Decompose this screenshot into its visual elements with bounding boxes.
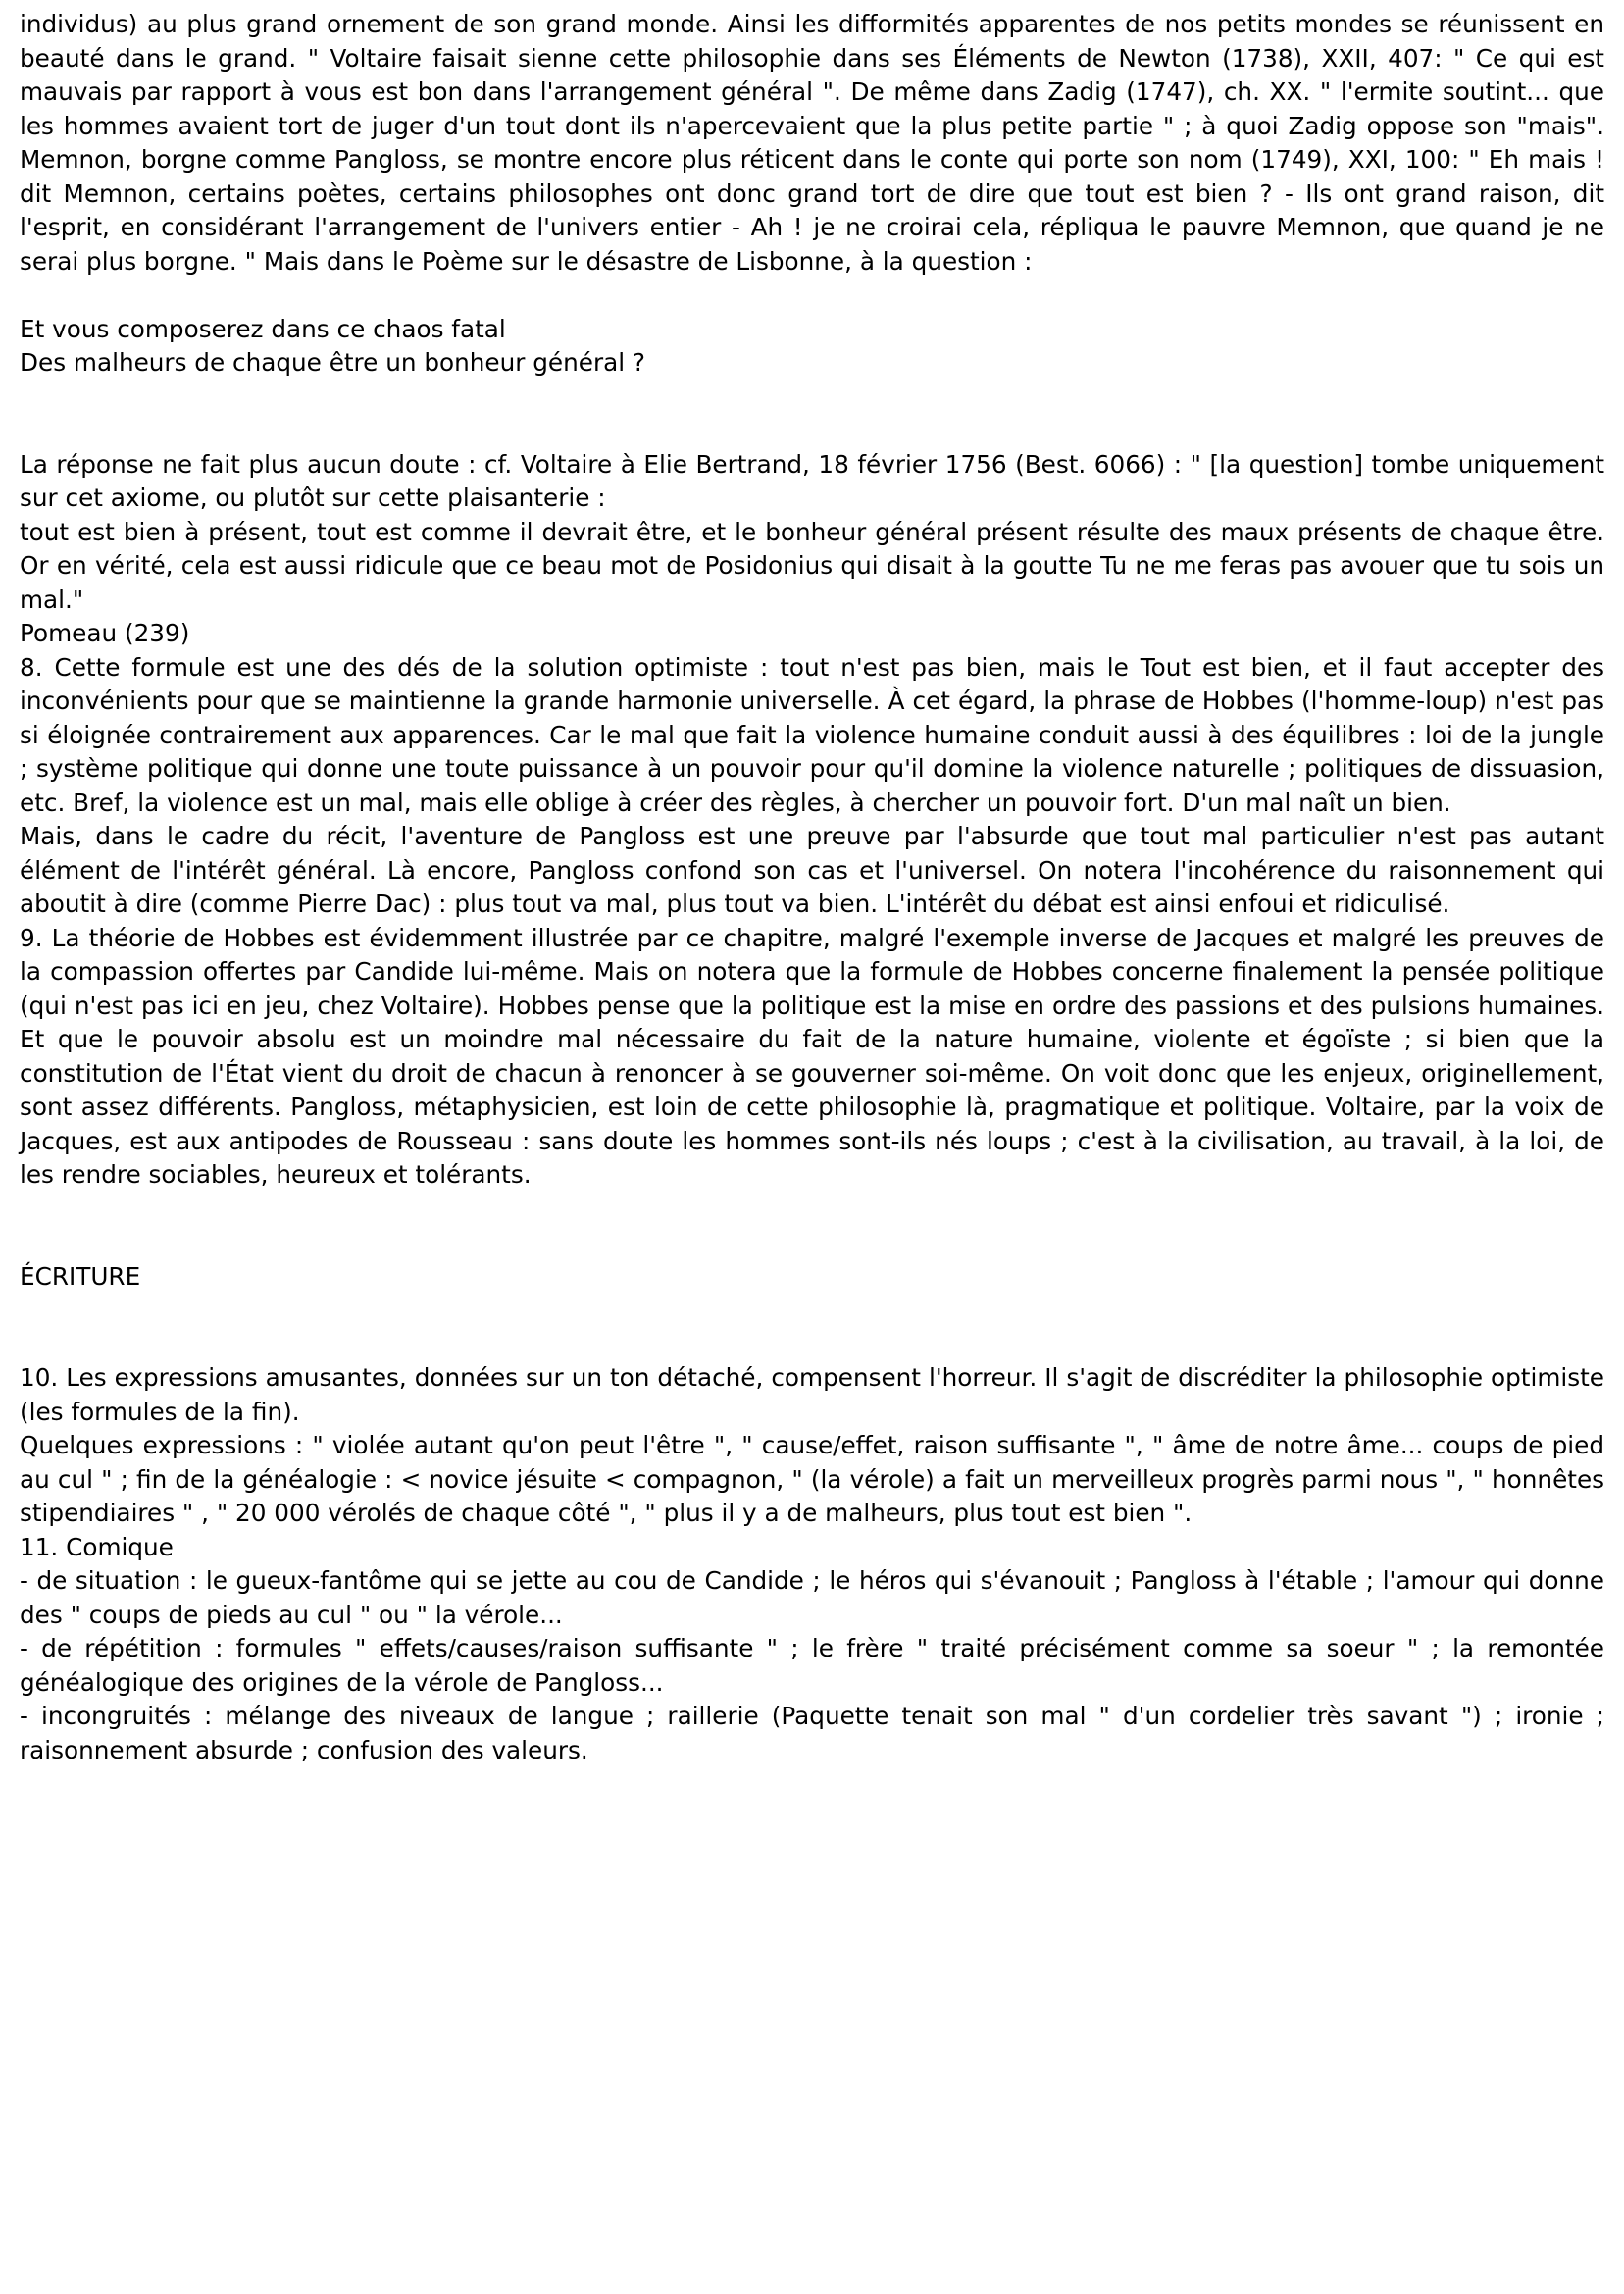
paragraph-quelques-expressions: Quelques expressions : " violée autant qu'on peut l'être ", " cause/effet, raison suffisante ", " âme de notre âme... coups de pied au cul " ; fin de la généalogie : < novice jésuite < compagnon, " (la vérole) a fait un merveilleux progrès parmi nous ", " honnêtes stipendiaires " , " 20 000 vérolés de chaque côté ", " plus il y a de malheurs, plus tout est bien ".: [20, 1431, 1604, 1527]
blank-line: [20, 1193, 1604, 1260]
paragraph-tout-est-bien: tout est bien à présent, tout est comme il devrait être, et le bonheur général présent résulte des maux présents de chaque être. Or en vérité, cela est aussi ridicule que ce beau mot de Posidonius qui disait à la goutte Tu ne me feras pas avouer que tu sois un mal.": [20, 517, 1604, 614]
citation-pomeau: Pomeau (239): [20, 619, 190, 647]
paragraph-reponse-bertrand: La réponse ne fait plus aucun doute : cf. Voltaire à Elie Bertrand, 18 février 1756 (Best. 6066) : " [la question] tombe uniquement sur cet axiome, ou plutôt sur cette plaisanterie :: [20, 449, 1604, 512]
paragraph-aventure-pangloss: Mais, dans le cadre du récit, l'aventure de Pangloss est une preuve par l'absurde que tout mal particulier n'est pas autant élément de l'intérêt général. Là encore, Pangloss confond son cas et l'universel. On notera l'incohérence du raisonnement qui aboutit à dire (comme Pierre Dac) : plus tout va mal, plus tout va bien. L'intérêt du débat est ainsi enfoui et ridiculisé.: [20, 822, 1604, 918]
paragraph-newton-zadig-memnon: individus) au plus grand ornement de son grand monde. Ainsi les difformités apparentes de nos petits mondes se réunissent en beauté dans le grand. " Voltaire faisait sienne cette philosophie dans ses Éléments de Newton (1738), XXII, 407: " Ce qui est mauvais par rapport à vous est bon dans l'arrangement général ". De même dans Zadig (1747), ch. XX. " l'ermite soutint... que les hommes avaient tort de juger d'un tout dont ils n'apercevaient que la plus petite partie " ; à quoi Zadig oppose son "mais". Memnon, borgne comme Pangloss, se montre encore plus réticent dans le conte qui porte son nom (1749), XXI, 100: " Eh mais ! dit Memnon, certains poètes, certains philosophes ont donc grand tort de dire que tout est bien ? - Ils ont grand raison, dit l'esprit, en considérant l'arrangement de l'univers entier - Ah ! je ne croirai cela, répliqua le pauvre Memnon, que quand je ne serai plus borgne. " Mais dans le Poème sur le désastre de Lisbonne, à la question :: [20, 10, 1604, 276]
paragraph-11-comique: 11. Comique: [20, 1532, 174, 1561]
blank-line: [20, 381, 1604, 448]
paragraph-8-solution-optimiste: 8. Cette formule est une des dés de la solution optimiste : tout n'est pas bien, mais le Tout est bien, et il faut accepter des inconvénients pour que se maintienne la grande harmonie universelle. À cet égard, la phrase de Hobbes (l'homme-loup) n'est pas si éloignée contrairement aux apparences. Car le mal que fait la violence humaine conduit aussi à des équilibres : loi de la jungle ; système politique qui donne une toute puissance à un pouvoir pour qu'il domine la violence naturelle ; politiques de dissuasion, etc. Bref, la violence est un mal, mais elle oblige à créer des règles, à chercher un pouvoir fort. D'un mal naît un bien.: [20, 652, 1604, 817]
paragraph-9-hobbes: 9. La théorie de Hobbes est évidemment illustrée par ce chapitre, malgré l'exemple inverse de Jacques et malgré les preuves de la compassion offertes par Candide lui-même. Mais on notera que la formule de Hobbes concerne finalement la pensée politique (qui n'est pas ici en jeu, chez Voltaire). Hobbes pense que la politique est la mise en ordre des passions et des pulsions humaines. Et que le pouvoir absolu est un moindre mal nécessaire du fait de la nature humaine, violente et égoïste ; si bien que la constitution de l'État vient du droit de chacun à renoncer à se gouverner soi-même. On voit donc que les enjeux, originellement, sont assez différents. Pangloss, métaphysicien, est loin de cette philosophie là, pragmatique et politique. Voltaire, par la voix de Jacques, est aux antipodes de Rousseau : sans doute les hommes sont-ils nés loups ; c'est à la civilisation, au travail, à la loi, de les rendre sociables, heureux et tolérants.: [20, 923, 1604, 1189]
paragraph-10-expressions: 10. Les expressions amusantes, données sur un ton détaché, compensent l'horreur. Il s'agit de discréditer la philosophie optimiste (les formules de la fin).: [20, 1363, 1604, 1426]
blank-line: [20, 279, 1604, 313]
verse-line-1: Et vous composerez dans ce chaos fatal: [20, 314, 506, 343]
list-item-situation: - de situation : le gueux-fantôme qui se jette au cou de Candide ; le héros qui s'évanouit ; Pangloss à l'étable ; l'amour qui donne des " coups de pieds au cul " ou " la vérole...: [20, 1566, 1604, 1629]
verse-line-2: Des malheurs de chaque être un bonheur général ?: [20, 348, 646, 377]
section-heading-ecriture: ÉCRITURE: [20, 1261, 141, 1291]
document-page: [20, 8, 1604, 1767]
list-item-incongruites: - incongruités : mélange des niveaux de langue ; raillerie (Paquette tenait son mal " d'un cordelier très savant ") ; ironie ; raisonnement absurde ; confusion des valeurs.: [20, 1702, 1604, 1764]
blank-line: [20, 1294, 1604, 1361]
list-item-repetition: - de répétition : formules " effets/causes/raison suffisante " ; le frère " traité précisément comme sa soeur " ; la remontée généalogique des origines de la vérole de Pangloss...: [20, 1634, 1604, 1697]
